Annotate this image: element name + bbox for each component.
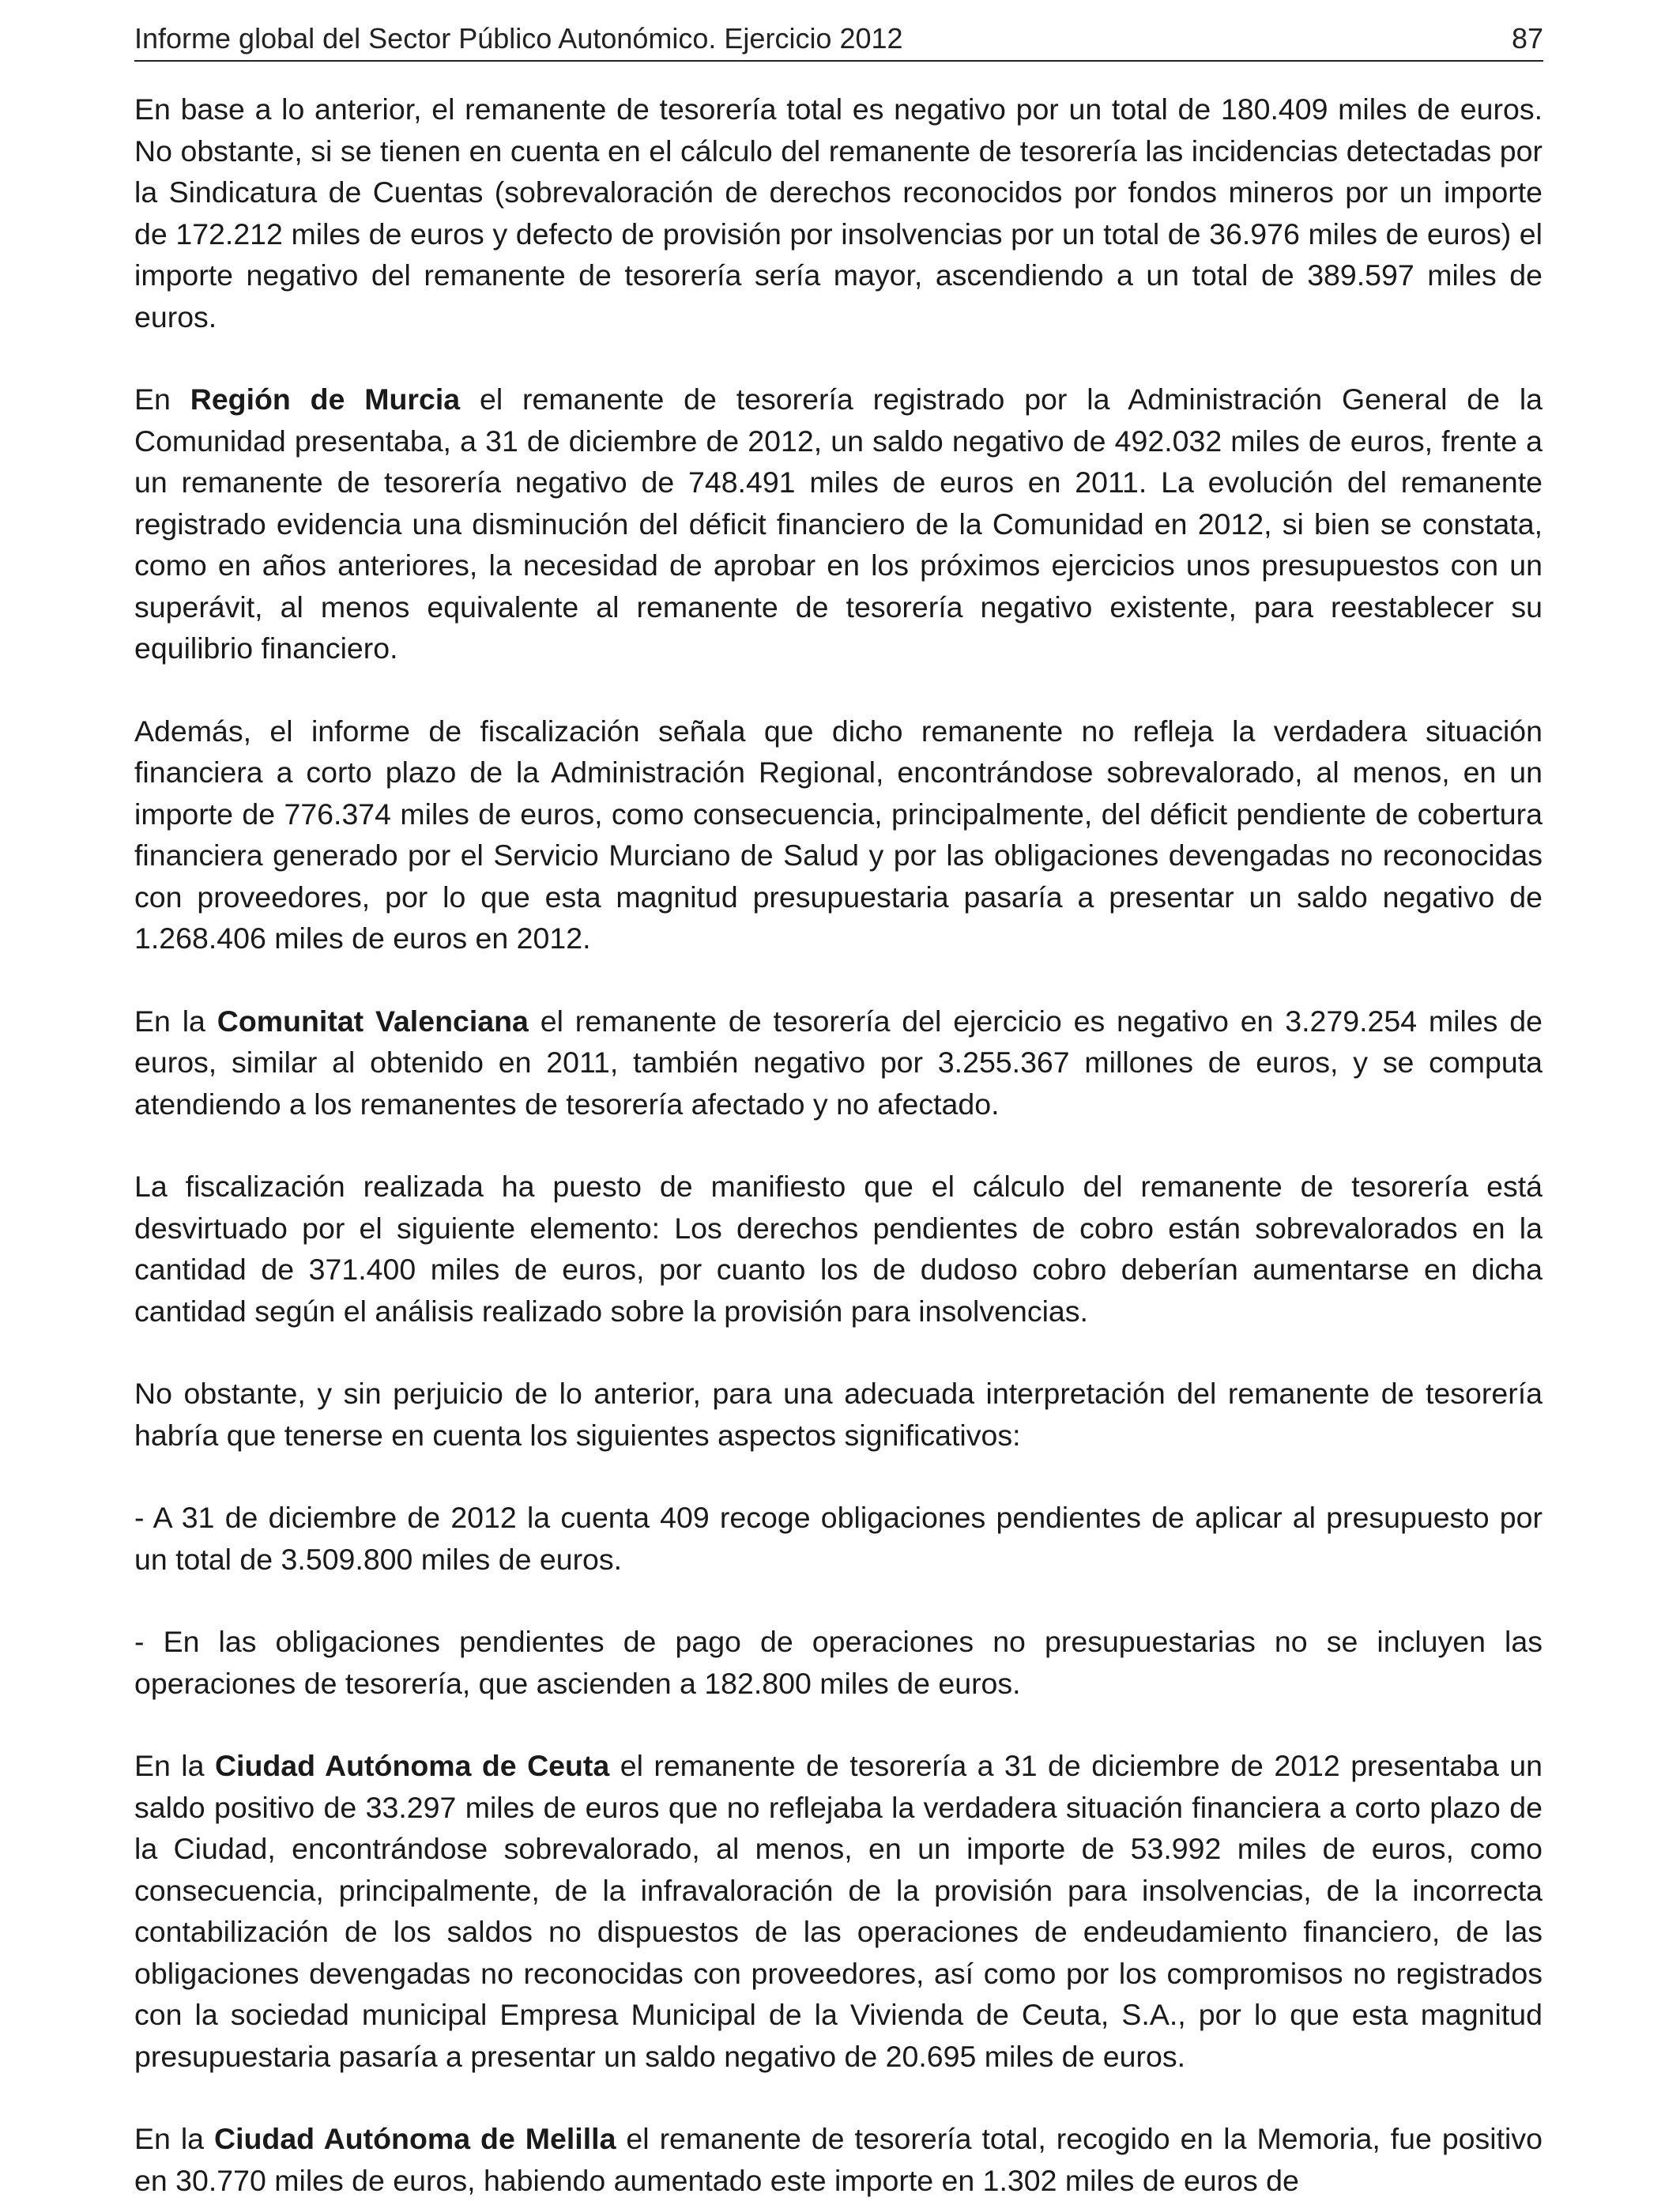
region-name: Ciudad Autónoma de Melilla (214, 2122, 616, 2155)
paragraph-lead: En la (134, 1004, 217, 1038)
region-name: Ciudad Autónoma de Ceuta (214, 1749, 610, 1782)
paragraph-text: el remanente de tesorería total, recogido en la Memoria, fue positivo en 30.770 miles de euros, habiendo aumentado este importe en 1.302 miles de euros de (134, 2122, 1543, 2197)
paragraph-text: Además, el informe de fiscalización señala que dicho remanente no refleja la verdadera situación financiera a corto plazo de la Administración Regional, encontrándose sobrevalorado, al menos, en un importe de 776.374 miles de euros, como consecuencia, principalmente, del déficit pendiente de cobertura financiera generado por el Servicio Murciano de Salud y por las obligaciones devengadas no reconocidas con proveedores, por lo que esta magnitud presupuestaria pasaría a presentar un saldo negativo de 1.268.406 miles de euros en 2012. (134, 714, 1543, 955)
paragraph-6 (134, 1373, 1543, 1456)
page-number: 87 (1511, 22, 1543, 55)
document-body (134, 89, 1543, 2201)
paragraph-text: el remanente de tesorería a 31 de diciembre de 2012 presentaba un saldo positivo de 33.297 miles de euros que no reflejaba la verdadera situación financiera a corto plazo de la Ciudad, encontrándose sobrevalorado, al menos, en un importe de 53.992 miles de euros, como consecuencia, principalmente, de la infravaloración de la provisión para insolvencias, de la incorrecta contabilización de los saldos no dispuestos de las operaciones de endeudamiento financiero, de las obligaciones devengadas no reconocidas con proveedores, así como por los compromisos no registrados con la sociedad municipal Empresa Municipal de la Vivienda de Ceuta, S.A., por lo que esta magnitud presupuestaria pasaría a presentar un saldo negativo de 20.695 miles de euros. (134, 1749, 1543, 2073)
paragraph-text: - A 31 de diciembre de 2012 la cuenta 409 recoge obligaciones pendientes de aplicar al presupuesto por un total de 3.509.800 miles de euros. (134, 1501, 1543, 1576)
paragraph-valenciana (134, 1001, 1543, 1125)
page-header (134, 16, 1543, 62)
list-item-1 (134, 1497, 1543, 1580)
region-name: Comunitat Valenciana (217, 1004, 529, 1038)
paragraph-melilla (134, 2118, 1543, 2201)
paragraph-text: - En las obligaciones pendientes de pago de operaciones no presupuestarias no se incluyen las operaciones de tesorería, que ascienden a 182.800 miles de euros. (134, 1625, 1543, 1700)
paragraph-text: No obstante, y sin perjuicio de lo anterior, para una adecuada interpretación del remanente de tesorería habría que tenerse en cuenta los siguientes aspectos significativos: (134, 1377, 1543, 1452)
paragraph-5 (134, 1166, 1543, 1332)
list-item-2 (134, 1621, 1543, 1704)
report-title: Informe global del Sector Público Autonómico. Ejercicio 2012 (134, 22, 903, 55)
paragraph-ceuta (134, 1745, 1543, 2077)
paragraph-lead: En la (134, 2122, 215, 2155)
paragraph-1 (134, 89, 1543, 337)
paragraph-text: el remanente de tesorería registrado por la Administración General de la Comunidad presentaba, a 31 de diciembre de 2012, un saldo negativo de 492.032 miles de euros, frente a un remanente de tesorería negativo de 748.491 miles de euros en 2011. La evolución del remanente registrado evidencia una disminución del déficit financiero de la Comunidad en 2012, si bien se constata, como en años anteriores, la necesidad de aprobar en los próximos ejercicios unos presupuestos con un superávit, al menos equivalente al remanente de tesorería negativo existente, para reestablecer su equilibrio financiero. (134, 383, 1543, 665)
paragraph-text: En base a lo anterior, el remanente de tesorería total es negativo por un total de 180.409 miles de euros. No obstante, si se tienen en cuenta en el cálculo del remanente de tesorería las incidencias detectadas por la Sindicatura de Cuentas (sobrevaloración de derechos reconocidos por fondos mineros por un importe de 172.212 miles de euros y defecto de provisión por insolvencias por un total de 36.976 miles de euros) el importe negativo del remanente de tesorería sería mayor, ascendiendo a un total de 389.597 miles de euros. (134, 92, 1543, 334)
paragraph-text: el remanente de tesorería del ejercicio es negativo en 3.279.254 miles de euros, similar al obtenido en 2011, también negativo por 3.255.367 millones de euros, y se computa atendiendo a los remanentes de tesorería afectado y no afectado. (134, 1004, 1543, 1121)
region-name: Región de Murcia (190, 383, 461, 416)
paragraph-murcia (134, 379, 1543, 669)
paragraph-text: La fiscalización realizada ha puesto de manifiesto que el cálculo del remanente de tesorería está desvirtuado por el siguiente elemento: Los derechos pendientes de cobro están sobrevalorados en la cantidad de 371.400 miles de euros, por cuanto los de dudoso cobro deberían aumentarse en dicha cantidad según el análisis realizado sobre la provisión para insolvencias. (134, 1170, 1543, 1328)
paragraph-lead: En (134, 383, 190, 416)
paragraph-lead: En la (134, 1749, 215, 1782)
paragraph-3 (134, 710, 1543, 959)
